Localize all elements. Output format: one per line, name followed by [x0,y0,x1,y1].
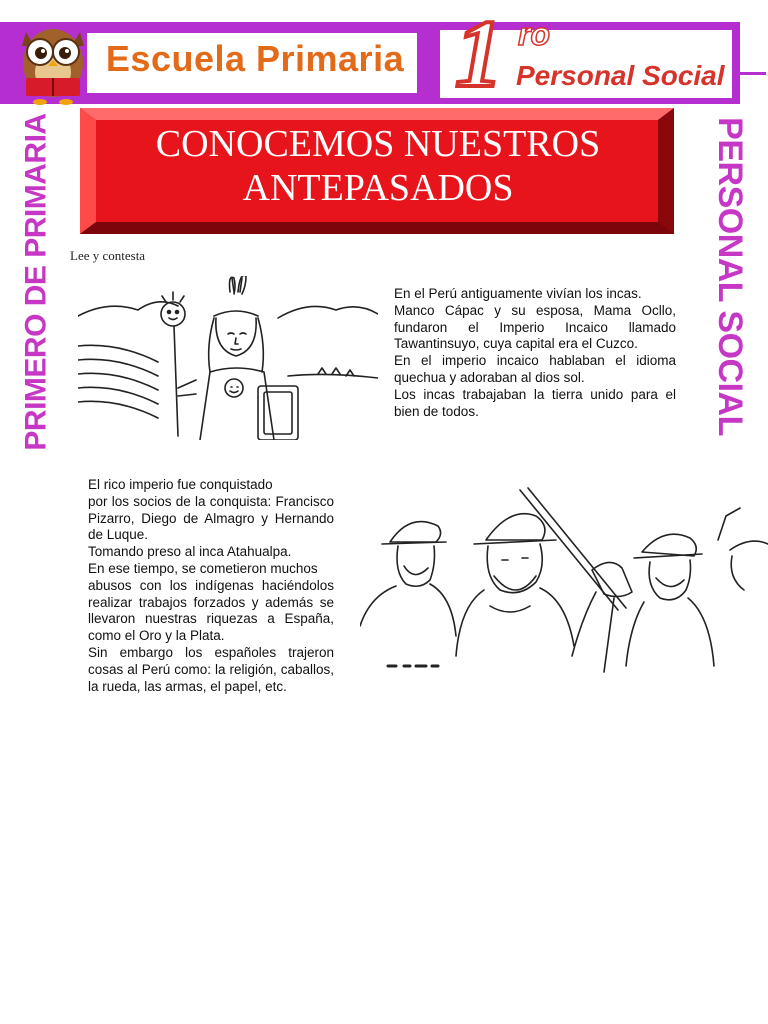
conquest-paragraph-line: En ese tiempo, se cometieron muchos [88,560,318,576]
inca-paragraph-line: En el imperio incaico hablaban el idioma quechua y adoraban al dios sol. [394,353,676,385]
conquest-paragraph-line: Sin embargo los españoles trajeron cosas al Perú como: la religión, caballos, la rueda, las armas, el papel, etc. [88,644,334,694]
inca-illustration [78,276,378,440]
instruction-text: Lee y contesta [70,248,146,263]
owl-mascot-icon [12,8,94,108]
conquest-paragraph-line: Tomando preso al inca Atahualpa. [88,544,292,560]
inca-paragraph-line: Manco Cápac y su esposa, Mama Ocllo, fundaron el Imperio Incaico llamado Tawantinsuyo, cuya capital era el Cuzco. [394,302,676,352]
school-name: Escuela Primaria [105,38,405,79]
grade-suffix: ro [518,16,550,52]
side-label-left [16,113,58,451]
side-label-right [706,116,752,436]
conquistadors-illustration [360,486,768,676]
conquest-paragraph-line: El rico imperio fue conquistado [88,477,273,492]
side-label-right-text: PERSONAL SOCIAL [710,116,749,436]
grade-number: 1 [455,0,503,107]
inca-paragraph [394,286,676,420]
banner-title [96,122,660,210]
inca-paragraph-line: Los incas trabajaban la tierra unido para el bien de todos. [394,386,676,419]
inca-paragraph-line: En el Perú antiguamente vivían los incas. [394,286,642,301]
banner-line-1: CONOCEMOS NUESTROS [155,123,601,165]
conquest-paragraph [88,477,334,695]
side-label-left-text: PRIMERO DE PRIMARIA [20,113,53,451]
banner-line-2: ANTEPASADOS [242,167,514,209]
conquest-paragraph-line: abusos con los indígenas haciéndolos realizar trabajos forzados y además se llevaron nuestras riquezas a España, como el Oro y la Plata. [88,577,334,644]
conquest-paragraph-line: por los socios de la conquista: Francisco Pizarro, Diego de Almagro y Hernando de Luque. [88,493,334,543]
subject-name: Personal Social [516,60,725,91]
